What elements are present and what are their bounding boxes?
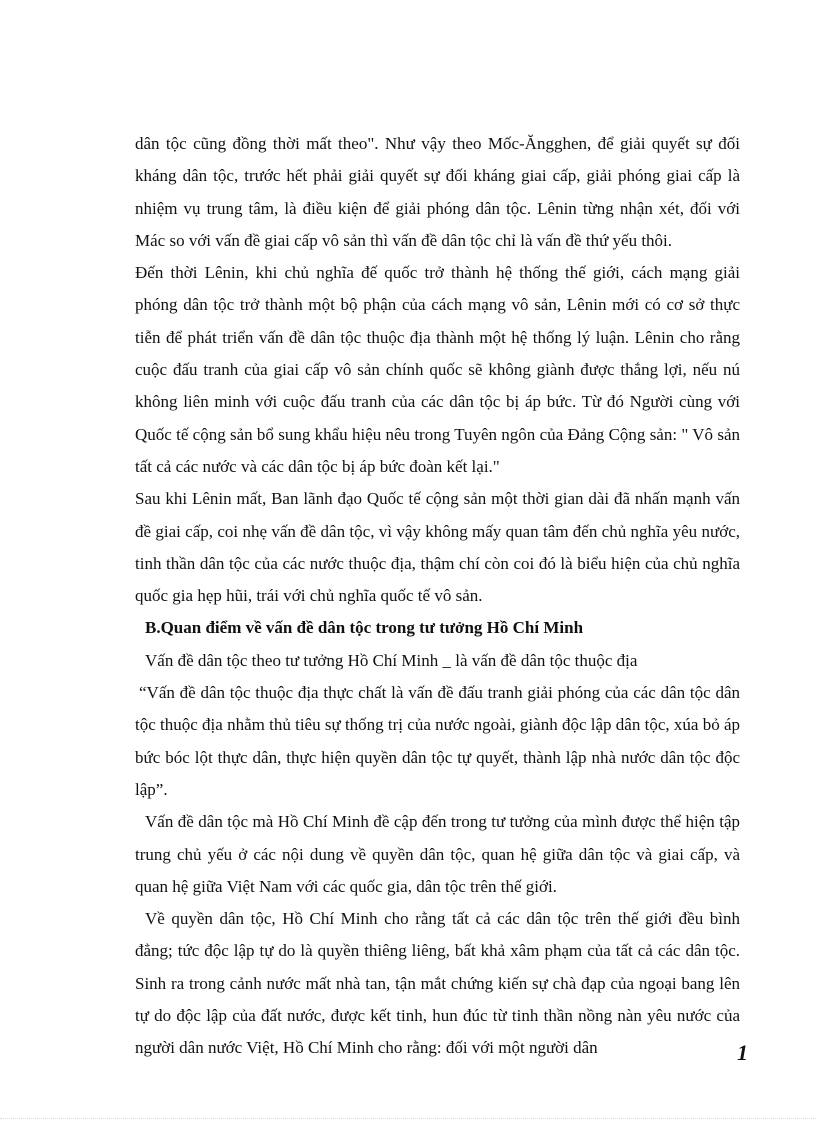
page-bottom-divider [0, 1118, 816, 1119]
paragraph-content-scope: Vấn đề dân tộc mà Hồ Chí Minh đề cập đến trong tư tưởng của mình được thể hiện tập trung chủ yếu ở các nội dung về quyền dân tộc, quan hệ giữa dân tộc và giai cấp, và quan hệ giữa Việt Nam với các quốc gia, dân tộc trên thế giới. [135, 812, 740, 896]
section-heading: B.Quan điểm về vấn đề dân tộc trong tư tưởng Hồ Chí Minh [145, 618, 584, 638]
subheading: Vấn đề dân tộc theo tư tưởng Hồ Chí Minh _ là vấn đề dân tộc thuộc địa [145, 650, 638, 670]
body-text [135, 128, 740, 1065]
paragraph-lenin-era: Đến thời Lênin, khi chủ nghĩa đế quốc trở thành hệ thống thế giới, cách mạng giải phóng dân tộc trở thành một bộ phận của cách mạng vô sản, Lênin mới có cơ sở thực tiễn để phát triển vấn đề dân tộc thuộc địa thành một hệ thống lý luận. Lênin cho rằng cuộc đấu tranh của giai cấp vô sản chính quốc sẽ không giành được thắng lợi, nếu nú không liên minh với cuộc đấu tranh của các dân tộc bị áp bức. Từ đó Người cùng với Quốc tế cộng sản bổ sung khẩu hiệu nêu trong Tuyên ngôn của Đảng Cộng sản: " Vô sản tất cả các nước và các dân tộc bị áp bức đoàn kết lại." [135, 263, 740, 476]
paragraph-after-lenin: Sau khi Lênin mất, Ban lãnh đạo Quốc tế cộng sản một thời gian dài đã nhấn mạnh vấn đề giai cấp, coi nhẹ vấn đề dân tộc, vì vậy không mấy quan tâm đến chủ nghĩa yêu nước, tinh thần dân tộc của các nước thuộc địa, thậm chí còn coi đó là biểu hiện của chủ nghĩa quốc gia hẹp hũi, trái với chủ nghĩa quốc tế vô sản. [135, 489, 740, 606]
page-number: 1 [737, 1040, 748, 1065]
definition-quote: “Vấn đề dân tộc thuộc địa thực chất là vấn đề đấu tranh giải phóng của các dân tộc dân tộc thuộc địa nhằm thủ tiêu sự thống trị của nước ngoài, giành độc lập dân tộc, xúa bỏ áp bức bóc lột thực dân, thực hiện quyền dân tộc tự quyết, thành lập nhà nước dân tộc độc lập”. [135, 683, 740, 799]
paragraph-national-rights: Về quyền dân tộc, Hồ Chí Minh cho rằng tất cả các dân tộc trên thế giới đều bình đẳng; tức độc lập tự do là quyền thiêng liêng, bất khả xâm phạm của tất cả các dân tộc. Sinh ra trong cảnh nước mất nhà tan, tận mắt chứng kiến sự chà đạp của ngoại bang lên tự do độc lập của đất nước, được kết tinh, hun đúc từ tinh thần nồng nàn yêu nước của người dân nước Việt, Hồ Chí Minh cho rằng: đối với một người dân [135, 909, 740, 1058]
paragraph-marx-engels: dân tộc cũng đồng thời mất theo". Như vậy theo Mốc-Ăngghen, để giải quyết sự đối kháng dân tộc, trước hết phải giải quyết sự đối kháng giai cấp, giải phóng giai cấp là nhiệm vụ trung tâm, là điều kiện để giải phóng dân tộc. Lênin từng nhận xét, đối với Mác so với vấn đề giai cấp vô sản thì vấn đề dân tộc chỉ là vấn đề thứ yếu thôi. [135, 134, 740, 250]
